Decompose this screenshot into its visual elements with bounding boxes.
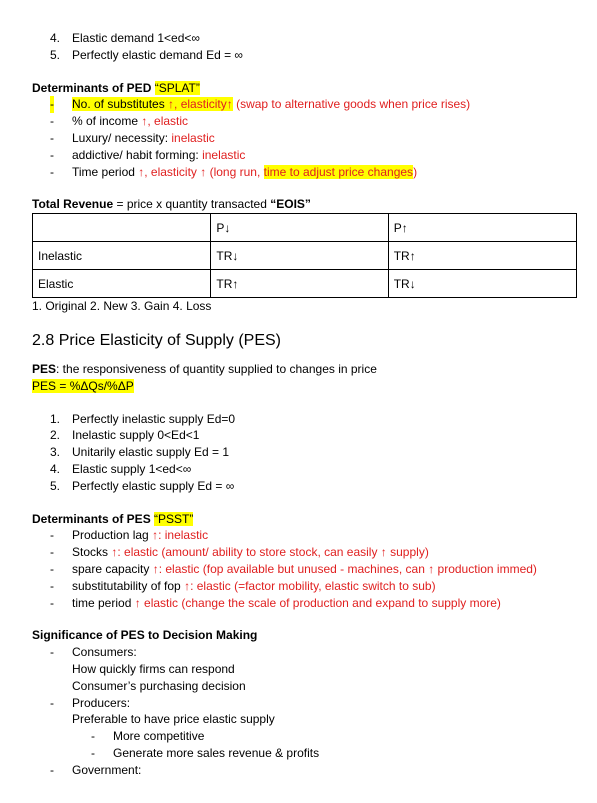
list-item: - time period ↑ elastic (change the scale of production and expand to supply more) — [50, 595, 501, 610]
total-revenue-heading: Total Revenue = price x quantity transacted “EOIS” — [32, 197, 311, 212]
pes-definition: PES: the responsiveness of quantity supplied to changes in price — [32, 361, 377, 376]
list-item: 4. Elastic demand 1<ed<∞ — [50, 31, 200, 45]
ped-types-list — [32, 30, 577, 64]
list-item: - Luxury/ necessity: inelastic — [50, 130, 215, 145]
pes-types-list — [32, 411, 577, 495]
list-item: - Consumers: — [50, 645, 137, 660]
pes-determinants-heading: Determinants of PES “PSST” — [32, 511, 194, 526]
list-item: - substitutability of fop ↑: elastic (=factor mobility, elastic switch to sub) — [50, 578, 436, 593]
section-title: 2.8 Price Elasticity of Supply (PES) — [32, 331, 281, 349]
list-item: 2. Inelastic supply 0<Ed<1 — [50, 428, 200, 443]
list-item: 1. Perfectly inelastic supply Ed=0 — [50, 411, 236, 426]
table-header-row: P↓ P↑ — [33, 214, 577, 242]
list-item: - Time period ↑, elasticity ↑ (long run, time to adjust price changes) — [50, 164, 418, 179]
list-item: - addictive/ habit forming: inelastic — [50, 147, 246, 162]
list-item: 5. Perfectly elastic supply Ed = ∞ — [50, 478, 235, 493]
list-item: - spare capacity ↑: elastic (fop available but unused - machines, can ↑ production immed) — [50, 561, 537, 576]
list-item: - Stocks ↑: elastic (amount/ ability to store stock, can easily ↑ supply) — [50, 545, 429, 560]
list-subitem: How quickly firms can respond — [72, 661, 235, 676]
list-subitem: Preferable to have price elastic supply — [72, 712, 275, 727]
pes-formula: PES = %ΔQs/%ΔP — [32, 378, 134, 393]
list-item: - No. of substitutes ↑, elasticity↑ (swap to alternative goods when price rises) — [50, 97, 471, 112]
significance-list — [32, 644, 577, 778]
list-item: - % of income ↑, elastic — [50, 114, 189, 129]
significance-heading: Significance of PES to Decision Making — [32, 628, 258, 643]
table-note: 1. Original 2. New 3. Gain 4. Loss — [32, 299, 212, 314]
pes-determinants-list — [32, 527, 577, 611]
table-row: Inelastic TR↓ TR↑ — [33, 242, 577, 270]
list-item: 4. Elastic supply 1<ed<∞ — [50, 461, 192, 476]
nested-list-item: - More competitive — [91, 729, 205, 744]
list-subitem: Consumer’s purchasing decision — [72, 678, 246, 693]
nested-list-item: - Generate more sales revenue & profits — [91, 745, 320, 760]
table-row: Elastic TR↑ TR↓ — [33, 270, 577, 298]
ped-determinants-list — [32, 96, 577, 180]
total-revenue-table — [32, 213, 577, 298]
document-page — [32, 30, 577, 779]
list-item: - Producers: — [50, 695, 131, 710]
list-item: 5. Perfectly elastic demand Ed = ∞ — [50, 47, 243, 62]
list-item: - Production lag ↑: inelastic — [50, 528, 209, 543]
ped-determinants-heading: Determinants of PED “SPLAT” — [32, 80, 200, 95]
list-item: - Government: — [50, 762, 142, 777]
list-item: 3. Unitarily elastic supply Ed = 1 — [50, 445, 230, 460]
